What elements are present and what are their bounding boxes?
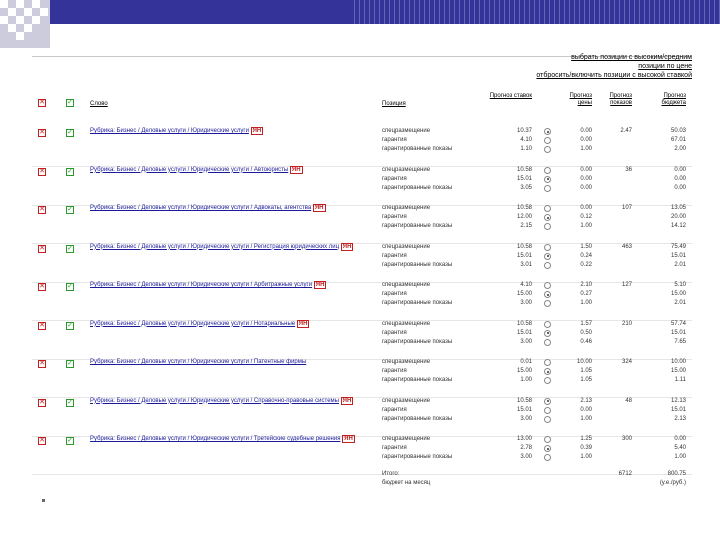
badge-icon: ЯН bbox=[314, 205, 324, 211]
place-radio[interactable] bbox=[544, 436, 551, 443]
forecast-values bbox=[482, 204, 532, 231]
totals-label bbox=[382, 470, 430, 488]
add-checkbox[interactable]: ✓ bbox=[67, 283, 73, 290]
budget-value: 15.00 bbox=[670, 368, 686, 374]
place-radio[interactable] bbox=[544, 128, 551, 135]
forecast-values bbox=[482, 166, 532, 193]
place-radio[interactable] bbox=[544, 185, 551, 192]
remove-checkbox[interactable]: ✕ bbox=[39, 283, 45, 290]
place-labels bbox=[382, 204, 492, 231]
table-row bbox=[32, 358, 692, 398]
rubric-cell bbox=[90, 204, 370, 213]
add-checkbox[interactable]: ✓ bbox=[67, 321, 73, 329]
col-forecast[interactable]: Прогноз ставок bbox=[489, 93, 532, 99]
forecast-value: 3.00 bbox=[520, 338, 532, 345]
forecast-value: 10.58 bbox=[516, 166, 532, 173]
totals-title: Итого: bbox=[382, 471, 400, 477]
link-drop-high[interactable]: отбросить/включить позиции с высокой ставкой bbox=[536, 72, 692, 79]
budget-values bbox=[644, 320, 686, 347]
place-label: гарантированные показы bbox=[382, 261, 453, 268]
forecast-value: 13.00 bbox=[516, 436, 532, 442]
price-values bbox=[560, 397, 592, 424]
rubric-link[interactable]: Рубрика: Бизнес / Деловые услуги / Юридические услуги bbox=[90, 128, 249, 134]
place-label: гарантия bbox=[382, 214, 407, 220]
forecast-value: 0.01 bbox=[520, 359, 532, 365]
forecast-value: 10.37 bbox=[516, 128, 532, 134]
place-radio[interactable] bbox=[544, 445, 551, 452]
forecast-value: 12.00 bbox=[516, 214, 532, 220]
place-label: спецразмещение bbox=[382, 359, 431, 365]
forecast-value: 3.05 bbox=[520, 184, 532, 191]
place-labels bbox=[382, 281, 492, 308]
col-rubric[interactable]: Слово bbox=[90, 101, 108, 107]
price-value: 2.10 bbox=[580, 282, 592, 288]
price-value: 10.00 bbox=[576, 359, 592, 365]
place-radio[interactable] bbox=[544, 330, 551, 337]
place-labels bbox=[382, 166, 492, 193]
top-links bbox=[536, 53, 692, 80]
place-label: спецразмещение bbox=[382, 128, 431, 134]
totals-sub: бюджет на месяц bbox=[382, 480, 431, 486]
budget-value: 2.00 bbox=[674, 146, 686, 152]
place-radio[interactable] bbox=[544, 377, 551, 384]
price-value: 0.50 bbox=[580, 329, 592, 336]
remove-checkbox[interactable]: ✕ bbox=[39, 244, 45, 252]
forecast-value: 15.01 bbox=[516, 175, 532, 182]
forecast-value: 4.10 bbox=[520, 137, 532, 143]
place-radio[interactable] bbox=[544, 398, 551, 405]
page-marker bbox=[42, 499, 45, 502]
rubric-link[interactable]: Рубрика: Бизнес / Деловые услуги / Юридические услуги / Регистрация юридических лиц bbox=[90, 243, 340, 250]
remove-checkbox[interactable]: ✕ bbox=[39, 437, 45, 444]
place-label: гарантия bbox=[382, 137, 407, 143]
price-value: 1.00 bbox=[580, 300, 592, 306]
forecast-value: 2.78 bbox=[520, 445, 532, 451]
forecast-value: 10.58 bbox=[516, 243, 532, 250]
totals-views: 6712 bbox=[618, 471, 632, 477]
col-budget[interactable]: Прогноз бюджета bbox=[661, 93, 686, 106]
table-row bbox=[32, 127, 692, 167]
forecast-value: 15.01 bbox=[516, 252, 532, 259]
price-value: 0.00 bbox=[580, 205, 592, 211]
table-row bbox=[32, 397, 692, 437]
forecast-values bbox=[482, 435, 532, 462]
add-checkbox[interactable]: ✓ bbox=[67, 437, 73, 444]
rubric-link[interactable]: Рубрика: Бизнес / Деловые услуги / Юридические услуги / Третейские судебные решения bbox=[90, 436, 341, 442]
price-value: 0.12 bbox=[580, 214, 592, 220]
rubric-cell bbox=[90, 397, 370, 406]
price-values bbox=[560, 281, 592, 308]
table-row bbox=[32, 435, 692, 475]
badge-icon: ЯН bbox=[291, 166, 301, 173]
budget-values bbox=[644, 127, 686, 154]
rubric-link[interactable]: Рубрика: Бизнес / Деловые услуги / Юридические услуги / Адвокаты, агентства bbox=[90, 205, 312, 211]
budget-value: 15.01 bbox=[670, 329, 686, 336]
badge-icon: ЯН bbox=[344, 436, 353, 442]
budget-values bbox=[644, 166, 686, 193]
totals-budget-value: 800.75 bbox=[667, 471, 686, 477]
budget-values bbox=[644, 281, 686, 308]
place-label: гарантия bbox=[382, 291, 407, 297]
views-value: 36 bbox=[625, 166, 632, 173]
budget-value: 57.74 bbox=[670, 320, 686, 327]
place-radios bbox=[544, 244, 554, 271]
badge-icon: ЯН bbox=[315, 282, 325, 288]
views-value: 107 bbox=[621, 205, 632, 211]
place-label: спецразмещение bbox=[382, 205, 431, 211]
place-label: спецразмещение bbox=[382, 282, 431, 288]
forecast-value: 10.58 bbox=[516, 397, 532, 404]
place-label: гарантированные показы bbox=[382, 338, 453, 345]
rubric-link[interactable]: Рубрика: Бизнес / Деловые услуги / Юридические услуги / Арбитражные услуги bbox=[90, 282, 313, 288]
place-label: гарантированные показы bbox=[382, 300, 453, 306]
price-value: 1.00 bbox=[580, 146, 592, 152]
forecast-value: 15.01 bbox=[516, 406, 532, 413]
col-price[interactable]: Прогноз цены bbox=[569, 93, 592, 106]
place-radios bbox=[544, 321, 554, 348]
price-values bbox=[560, 127, 592, 154]
forecast-value: 15.01 bbox=[516, 329, 532, 336]
budget-value: 2.01 bbox=[674, 261, 686, 268]
forecast-values bbox=[482, 397, 532, 424]
place-radio[interactable] bbox=[544, 407, 551, 414]
place-label: гарантия bbox=[382, 368, 407, 374]
place-label: гарантия bbox=[382, 445, 407, 451]
place-label: гарантированные показы bbox=[382, 223, 453, 229]
price-values bbox=[560, 320, 592, 347]
add-checkbox[interactable]: ✓ bbox=[67, 129, 73, 136]
place-radio[interactable] bbox=[544, 339, 551, 346]
budget-values bbox=[644, 204, 686, 231]
place-radio[interactable] bbox=[544, 282, 551, 289]
place-labels bbox=[382, 358, 492, 385]
place-label: гарантия bbox=[382, 329, 407, 336]
price-value: 1.25 bbox=[580, 436, 592, 442]
budget-value: 2.13 bbox=[674, 415, 686, 422]
views-value: 48 bbox=[625, 397, 632, 404]
forecast-value: 2.15 bbox=[520, 223, 532, 229]
price-values bbox=[560, 358, 592, 385]
rubric-link[interactable]: Рубрика: Бизнес / Деловые услуги / Юридические услуги / Автоюристы bbox=[90, 166, 289, 173]
price-values bbox=[560, 243, 592, 270]
remove-checkbox[interactable]: ✕ bbox=[39, 321, 45, 329]
place-label: спецразмещение bbox=[382, 243, 431, 250]
forecast-values bbox=[482, 320, 532, 347]
price-value: 0.46 bbox=[580, 338, 592, 345]
add-checkbox[interactable]: ✓ bbox=[67, 398, 73, 406]
totals-row bbox=[32, 470, 692, 500]
place-labels bbox=[382, 243, 492, 270]
place-label: гарантированные показы bbox=[382, 146, 453, 152]
price-value: 1.00 bbox=[580, 454, 592, 460]
rubric-cell bbox=[90, 358, 370, 367]
add-checkbox[interactable]: ✓ bbox=[67, 360, 73, 367]
table-row bbox=[32, 204, 692, 244]
budget-value: 75.49 bbox=[670, 243, 686, 250]
col-place[interactable]: Позиция bbox=[382, 101, 406, 107]
badge-icon: ЯН bbox=[252, 128, 262, 134]
table-row bbox=[32, 281, 692, 321]
forecast-values bbox=[482, 358, 532, 385]
place-radio[interactable] bbox=[544, 454, 551, 461]
add-checkbox[interactable]: ✓ bbox=[67, 167, 73, 175]
rubric-cell bbox=[90, 166, 370, 175]
badge-icon: ЯН bbox=[342, 397, 352, 404]
forecast-value: 3.01 bbox=[520, 261, 532, 268]
place-radio[interactable] bbox=[544, 137, 551, 144]
price-value: 1.00 bbox=[580, 223, 592, 229]
header-band bbox=[50, 0, 720, 24]
budget-value: 13.05 bbox=[670, 205, 686, 211]
price-value: 0.00 bbox=[580, 166, 592, 173]
forecast-value: 15.00 bbox=[516, 368, 532, 374]
budget-value: 0.00 bbox=[674, 175, 686, 182]
forecast-value: 10.58 bbox=[516, 320, 532, 327]
place-labels bbox=[382, 320, 492, 347]
place-radio[interactable] bbox=[544, 253, 551, 260]
place-radios bbox=[544, 205, 554, 232]
place-radios bbox=[544, 359, 554, 386]
price-values bbox=[560, 435, 592, 462]
badge-icon: ЯН bbox=[298, 320, 308, 327]
views-value: 300 bbox=[621, 436, 632, 442]
select-all-add-checkbox[interactable]: ✓ bbox=[67, 99, 73, 106]
price-value: 2.13 bbox=[580, 397, 592, 404]
budget-values bbox=[644, 397, 686, 424]
budget-values bbox=[644, 358, 686, 385]
budget-value: 0.00 bbox=[674, 184, 686, 191]
price-values bbox=[560, 204, 592, 231]
rubric-cell bbox=[90, 435, 370, 444]
header-stripe bbox=[0, 0, 720, 48]
price-value: 1.50 bbox=[580, 243, 592, 250]
price-value: 0.00 bbox=[580, 406, 592, 413]
budget-value: 12.13 bbox=[670, 397, 686, 404]
badge-icon: ЯН bbox=[342, 243, 352, 250]
views-value: 127 bbox=[621, 282, 632, 288]
place-radio[interactable] bbox=[544, 214, 551, 221]
place-label: гарантированные показы bbox=[382, 184, 453, 191]
select-all-remove-checkbox[interactable]: ✕ bbox=[39, 99, 45, 106]
totals-budget bbox=[644, 470, 686, 488]
place-radios bbox=[544, 398, 554, 425]
budget-value: 15.00 bbox=[670, 291, 686, 297]
place-radio[interactable] bbox=[544, 368, 551, 375]
place-label: гарантированные показы bbox=[382, 454, 453, 460]
place-radio[interactable] bbox=[544, 244, 551, 251]
place-label: гарантия bbox=[382, 175, 407, 182]
price-value: 1.57 bbox=[580, 320, 592, 327]
budget-value: 5.40 bbox=[674, 445, 686, 451]
price-value: 0.00 bbox=[580, 175, 592, 182]
place-radio[interactable] bbox=[544, 205, 551, 212]
place-radio[interactable] bbox=[544, 223, 551, 230]
place-radio[interactable] bbox=[544, 359, 551, 366]
budget-value: 50.03 bbox=[670, 128, 686, 134]
place-label: гарантированные показы bbox=[382, 377, 453, 383]
budget-value: 7.65 bbox=[674, 338, 686, 345]
forecast-values bbox=[482, 127, 532, 154]
place-radios bbox=[544, 436, 554, 463]
link-select-high[interactable]: выбрать позиции с высоким/средним bbox=[571, 54, 692, 61]
table-row bbox=[32, 243, 692, 283]
views-value: 324 bbox=[621, 359, 632, 365]
budget-values bbox=[644, 243, 686, 270]
place-label: гарантия bbox=[382, 252, 407, 259]
place-label: спецразмещение bbox=[382, 397, 431, 404]
table-header bbox=[32, 91, 692, 115]
budget-value: 0.00 bbox=[674, 166, 686, 173]
price-value: 0.22 bbox=[580, 261, 592, 268]
table-row bbox=[32, 320, 692, 360]
price-value: 0.00 bbox=[580, 137, 592, 143]
remove-checkbox[interactable]: ✕ bbox=[39, 167, 45, 175]
forecast-value: 4.10 bbox=[520, 282, 532, 288]
forecast-value: 3.00 bbox=[520, 415, 532, 422]
place-radios bbox=[544, 128, 554, 155]
price-value: 1.05 bbox=[580, 377, 592, 383]
place-radios bbox=[544, 167, 554, 194]
add-checkbox[interactable]: ✓ bbox=[67, 206, 73, 213]
rubric-link[interactable]: Рубрика: Бизнес / Деловые услуги / Юридические услуги / Патентные фирмы bbox=[90, 359, 307, 365]
place-radio[interactable] bbox=[544, 291, 551, 298]
place-radio[interactable] bbox=[544, 176, 551, 183]
place-radios bbox=[544, 282, 554, 309]
col-views[interactable]: Прогноз показов bbox=[609, 93, 632, 106]
rubric-link[interactable]: Рубрика: Бизнес / Деловые услуги / Юридические услуги / Справочно-правовые системы bbox=[90, 397, 339, 404]
forecast-values bbox=[482, 243, 532, 270]
budget-value: 5.10 bbox=[674, 282, 686, 288]
price-value: 0.27 bbox=[580, 291, 592, 297]
remove-checkbox[interactable]: ✕ bbox=[39, 129, 45, 136]
budget-value: 1.00 bbox=[674, 454, 686, 460]
remove-checkbox[interactable]: ✕ bbox=[39, 206, 45, 213]
budget-value: 0.00 bbox=[674, 436, 686, 442]
budget-value: 67.01 bbox=[670, 137, 686, 143]
forecast-value: 1.10 bbox=[520, 146, 532, 152]
forecast-value: 3.00 bbox=[520, 300, 532, 306]
views-value: 463 bbox=[621, 243, 632, 250]
place-radio[interactable] bbox=[544, 146, 551, 153]
rubric-cell bbox=[90, 281, 370, 290]
place-radio[interactable] bbox=[544, 416, 551, 423]
place-label: гарантированные показы bbox=[382, 415, 453, 422]
rubric-cell bbox=[90, 127, 370, 136]
forecast-value: 10.58 bbox=[516, 205, 532, 211]
price-value: 0.00 bbox=[580, 128, 592, 134]
views-value: 210 bbox=[621, 320, 632, 327]
forecast-panel bbox=[32, 56, 692, 500]
price-value: 0.24 bbox=[580, 252, 592, 259]
forecast-value: 1.00 bbox=[520, 377, 532, 383]
budget-value: 14.12 bbox=[670, 223, 686, 229]
place-label: гарантия bbox=[382, 406, 407, 413]
place-label: спецразмещение bbox=[382, 320, 431, 327]
budget-value: 15.01 bbox=[670, 406, 686, 413]
place-labels bbox=[382, 127, 492, 154]
totals-budget-note: (у.е./руб.) bbox=[659, 480, 686, 486]
budget-value: 2.01 bbox=[674, 300, 686, 306]
price-values bbox=[560, 166, 592, 193]
place-radio[interactable] bbox=[544, 262, 551, 269]
link-price[interactable]: позиции по цене bbox=[638, 63, 692, 70]
price-value: 1.00 bbox=[580, 415, 592, 422]
views-value: 2.47 bbox=[620, 128, 632, 134]
budget-value: 1.11 bbox=[674, 377, 686, 383]
rubric-link[interactable]: Рубрика: Бизнес / Деловые услуги / Юридические услуги / Нотариальные bbox=[90, 320, 296, 327]
budget-value: 20.00 bbox=[670, 214, 686, 220]
add-checkbox[interactable]: ✓ bbox=[67, 244, 73, 252]
remove-checkbox[interactable]: ✕ bbox=[39, 398, 45, 406]
forecast-value: 3.00 bbox=[520, 454, 532, 460]
budget-values bbox=[644, 435, 686, 462]
place-radio[interactable] bbox=[544, 300, 551, 307]
place-label: спецразмещение bbox=[382, 166, 431, 173]
place-radio[interactable] bbox=[544, 167, 551, 174]
remove-checkbox[interactable]: ✕ bbox=[39, 360, 45, 367]
price-value: 0.39 bbox=[580, 445, 592, 451]
place-label: спецразмещение bbox=[382, 436, 431, 442]
place-radio[interactable] bbox=[544, 321, 551, 328]
place-labels bbox=[382, 435, 492, 462]
rubric-cell bbox=[90, 243, 370, 252]
price-value: 1.05 bbox=[580, 368, 592, 374]
price-value: 0.00 bbox=[580, 184, 592, 191]
budget-value: 15.01 bbox=[670, 252, 686, 259]
table-row bbox=[32, 166, 692, 206]
forecast-values bbox=[482, 281, 532, 308]
forecast-value: 15.00 bbox=[516, 291, 532, 297]
budget-value: 10.00 bbox=[670, 359, 686, 365]
rubric-cell bbox=[90, 320, 370, 329]
place-labels bbox=[382, 397, 492, 424]
